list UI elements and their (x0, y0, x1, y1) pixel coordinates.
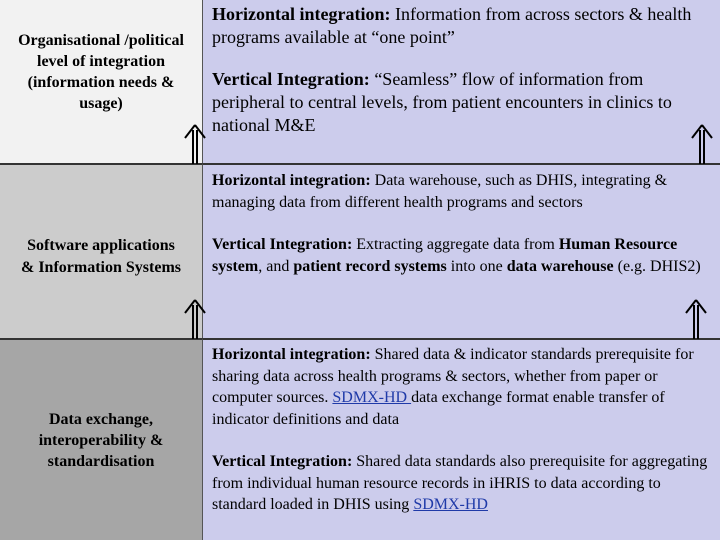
level-org-line-3: (information needs & (27, 73, 175, 91)
level-org-line-4: usage) (79, 94, 123, 112)
row-software-detail (203, 163, 720, 338)
row1-vertical-text: “Seamless” flow of information from peripheral to central levels, from patient encounters in clinics to national M&E (212, 69, 672, 135)
row1-horizontal (212, 3, 714, 49)
row2-vertical-bold-3: data warehouse (506, 257, 614, 275)
row2-vertical-text-1: Extracting aggregate data from (352, 236, 559, 253)
row3-vertical-label: Vertical Integration: (212, 453, 353, 470)
row-exchange-detail (203, 338, 720, 540)
level-exchange-line-3: standardisation (47, 452, 155, 470)
row2-vertical-text-3: into one (446, 257, 507, 275)
row2-vertical-text-2: , and (258, 257, 294, 275)
row1-vertical (212, 68, 714, 137)
level-org-line-1: Organisational /political (18, 31, 184, 49)
arrow-up-icon (184, 299, 206, 339)
row2-vertical (212, 234, 714, 277)
level-exchange-line-1: Data exchange, (49, 410, 153, 428)
row3-horizontal-label: Horizontal integration: (212, 346, 371, 363)
row2-vertical-bold-1: Human Resource system (212, 236, 678, 275)
level-software (0, 163, 203, 338)
row1-vertical-label: Vertical Integration: (212, 69, 370, 89)
row2-horizontal-label: Horizontal integration: (212, 172, 371, 189)
row2-vertical-label: Vertical Integration: (212, 236, 353, 253)
arrow-up-icon (691, 124, 713, 164)
level-org-line-2: level of integration (37, 52, 165, 70)
row3-horizontal (212, 344, 714, 430)
row3-horizontal-text-2: data exchange format enable transfer of indicator definitions and data (212, 389, 665, 428)
level-organisational (0, 0, 203, 163)
row2-vertical-bold-2: patient record systems (293, 257, 447, 275)
row3-vertical (212, 451, 714, 516)
sdmx-hd-link-2[interactable]: SDMX-HD (413, 496, 488, 513)
row1-horizontal-label: Horizontal integration: (212, 4, 391, 24)
sdmx-hd-link-1[interactable]: SDMX-HD (332, 389, 412, 406)
row3-horizontal-text-1: Shared data & indicator standards prerequisite for sharing data across health programs & sectors, whether from paper or computer sources. (212, 346, 694, 406)
row3-vertical-text: Shared data standards also prerequisite for aggregating from individual human resource records in iHRIS to data according to standard loaded in DHIS using (212, 453, 708, 513)
level-exchange-line-2: interoperability & (38, 431, 164, 449)
row2-horizontal-text: Data warehouse, such as DHIS, integrating & managing data from different health programs and sectors (212, 172, 668, 211)
level-exchange (0, 338, 203, 540)
row2-vertical-text-4: (e.g. DHIS2) (613, 257, 701, 275)
row-organisational-detail (203, 0, 720, 163)
row1-horizontal-text: Information from across sectors & health programs available at “one point” (212, 4, 692, 47)
arrow-up-icon (685, 299, 707, 339)
row2-horizontal (212, 170, 714, 213)
arrow-up-icon (184, 124, 206, 164)
level-software-line-2: & Information Systems (21, 258, 181, 276)
level-software-line-1: Software applications (27, 236, 175, 254)
